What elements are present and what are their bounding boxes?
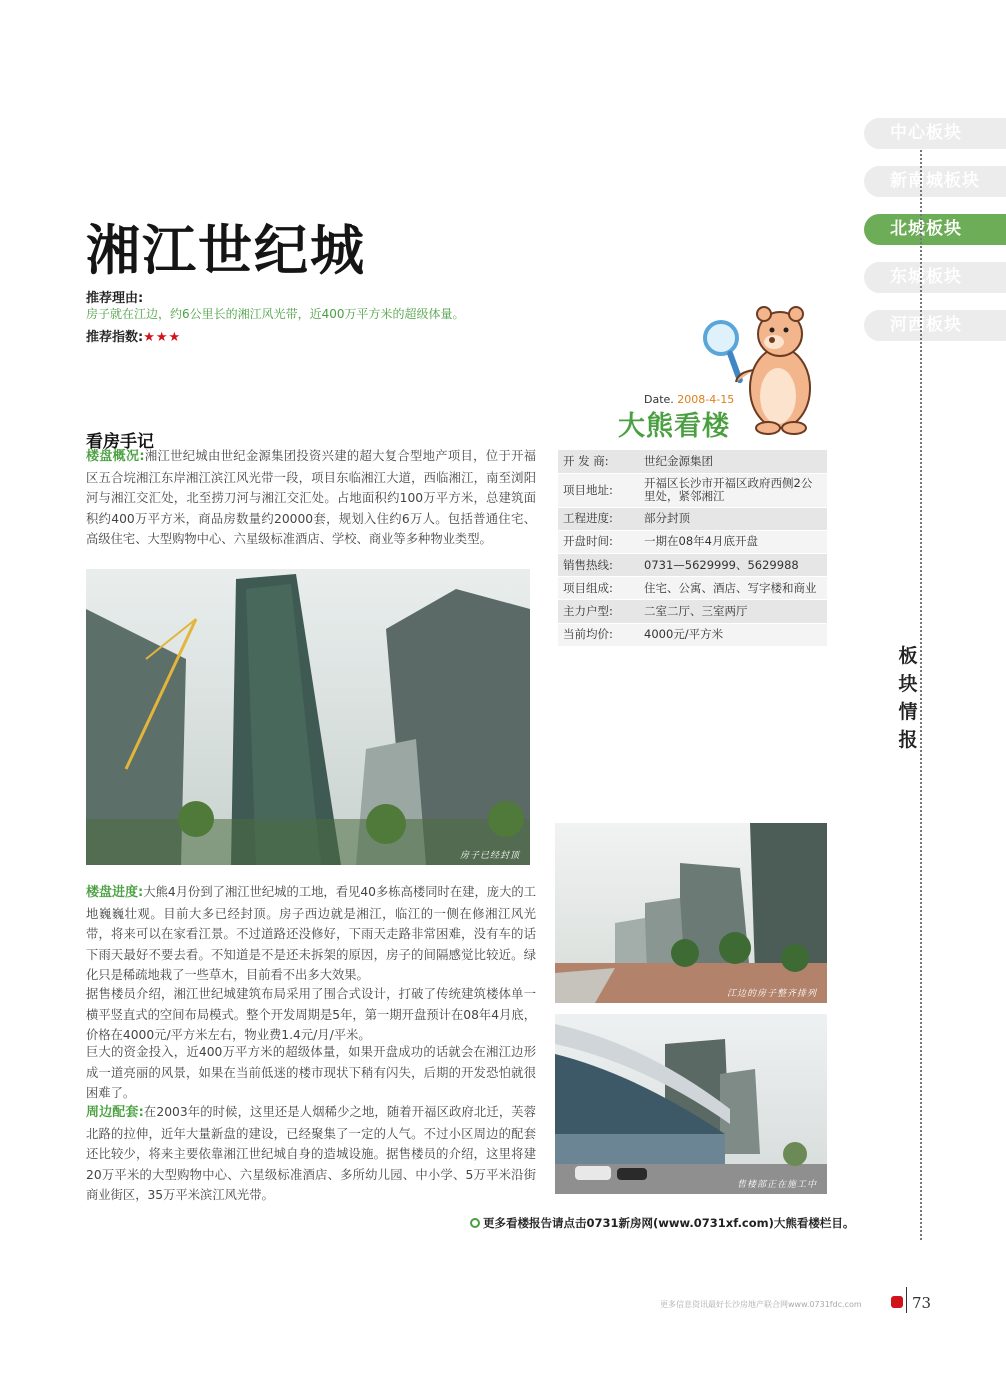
photo-caption: 房子已经封顶: [459, 851, 520, 861]
report-date: Date. 2008-4-15: [644, 393, 735, 406]
tab-center[interactable]: 中心板块: [864, 118, 1006, 149]
overview-paragraph: 楼盘概况:湘江世纪城由世纪金源集团投资兴建的超大复合型地产项目，位于开福区五合垸湘江东岸湘江滨江风光带一段，项目东临湘江大道，西临湘江，南至浏阳河与湘江交汇处，北至捞刀河与湘江交汇处。占地面积约100万平方米，总建筑面积约400万平方米，商品房数量约20000套，规划入住约6万人。包括普通住宅、高级住宅、大型购物中心、六星级标准酒店、学校、商业等多种物业类型。: [86, 449, 536, 547]
tab-north[interactable]: 北城板块: [864, 214, 1006, 245]
overview-tag: 楼盘概况:: [86, 449, 145, 464]
progress-paragraph: 楼盘进度:大熊4月份到了湘江世纪城的工地，看见40多栋高楼同时在建，庞大的工地巍巍壮观。目前大多已经封顶。房子西边就是湘江，临江的一侧在修湘江风光带，将来可以在家看江景。不过道路还没修好，下雨天走路非常困难，没有车的话下雨天最好不要去看。不知道是不是还未拆架的原因，房子的间隔感觉比较近。绿化只是稀疏地栽了一些草木，目前看不出多大效果。: [86, 885, 536, 983]
side-section-label: 板 块 情 报: [898, 645, 918, 751]
sales-paragraph: 据售楼员介绍，湘江世纪城建筑布局采用了围合式设计，打破了传统建筑楼体单一横平竖直式的空间布局模式。整个开发周期是5年，第一期开盘预计在08年4月底，价格在4000元/平方米左右，物业费1.4元/月/平米。: [86, 987, 536, 1043]
sales-office-photo: [555, 1014, 827, 1194]
table-row: 开 发 商: 世纪金源集团: [558, 450, 827, 473]
reason-label: 推荐理由:: [86, 291, 144, 306]
page-title: 湘江世纪城: [86, 219, 366, 282]
footer-text: 更多信息资讯最好长沙房地产联合网www.0731fdc.com: [660, 1300, 862, 1309]
section-heading: 看房手记: [86, 432, 154, 452]
photo-caption: 售楼部正在施工中: [736, 1180, 817, 1190]
recommend-index: 推荐指数:★★★: [86, 330, 182, 345]
table-row: 销售热线: 0731—5629999、5629988: [558, 554, 827, 577]
tab-hexi[interactable]: 河西板块: [864, 310, 1006, 341]
amenities-tag: 周边配套:: [86, 1105, 144, 1120]
progress-tag: 楼盘进度:: [86, 885, 144, 900]
photo-caption: 江边的房子整齐排列: [726, 989, 817, 999]
main-building-photo: [86, 569, 530, 865]
river-buildings-photo: [555, 823, 827, 1003]
reason-text: 房子就在江边，约6公里长的湘江风光带，近400万平方米的超级体量。: [86, 307, 465, 321]
side-divider: [920, 150, 922, 1240]
table-row: 当前均价: 4000元/平方米: [558, 623, 827, 646]
link-icon: [470, 1218, 480, 1228]
footer-divider: [906, 1287, 907, 1313]
page-number: 73: [912, 1294, 932, 1312]
project-info-table: [558, 450, 827, 647]
table-row: 工程进度: 部分封顶: [558, 507, 827, 530]
bear-column-logo: 大熊看楼: [618, 411, 730, 442]
table-row: 主力户型: 二室二厅、三室两厅: [558, 600, 827, 623]
bear-logo-block: [612, 300, 832, 442]
rating-stars: ★★★: [143, 330, 182, 345]
table-row: 开盘时间: 一期在08年4月底开盘: [558, 530, 827, 553]
table-row: 项目组成: 住宅、公寓、酒店、写字楼和商业: [558, 577, 827, 600]
table-row: 项目地址: 开福区长沙市开福区政府西侧2公里处，紧邻湘江: [558, 473, 827, 507]
more-reports-link[interactable]: 更多看楼报告请点击0731新房网(www.0731xf.com)大熊看楼栏目。: [470, 1215, 854, 1231]
investment-paragraph: 巨大的资金投入，近400万平方米的超级体量，如果开盘成功的话就会在湘江边形成一道亮丽的风景，如果在当前低迷的楼市现状下稍有闪失，后期的开发恐怕就很困难了。: [86, 1045, 536, 1101]
tab-new-south[interactable]: 新南城板块: [864, 166, 1006, 197]
tab-east[interactable]: 东城板块: [864, 262, 1006, 293]
site-logo-icon: [891, 1296, 903, 1308]
amenities-paragraph: 周边配套:在2003年的时候，这里还是人烟稀少之地，随着开福区政府北迁，芙蓉北路的拉伸，近年大量新盘的建设，已经聚集了一定的人气。不过小区周边的配套还比较少，将来主要依靠湘江世纪城自身的造城设施。据售楼员的介绍，这里将建20万平米的大型购物中心、六星级标准酒店、多所幼儿园、中小学、5万平米沿街商业街区，35万平米滨江风光带。: [86, 1105, 537, 1203]
